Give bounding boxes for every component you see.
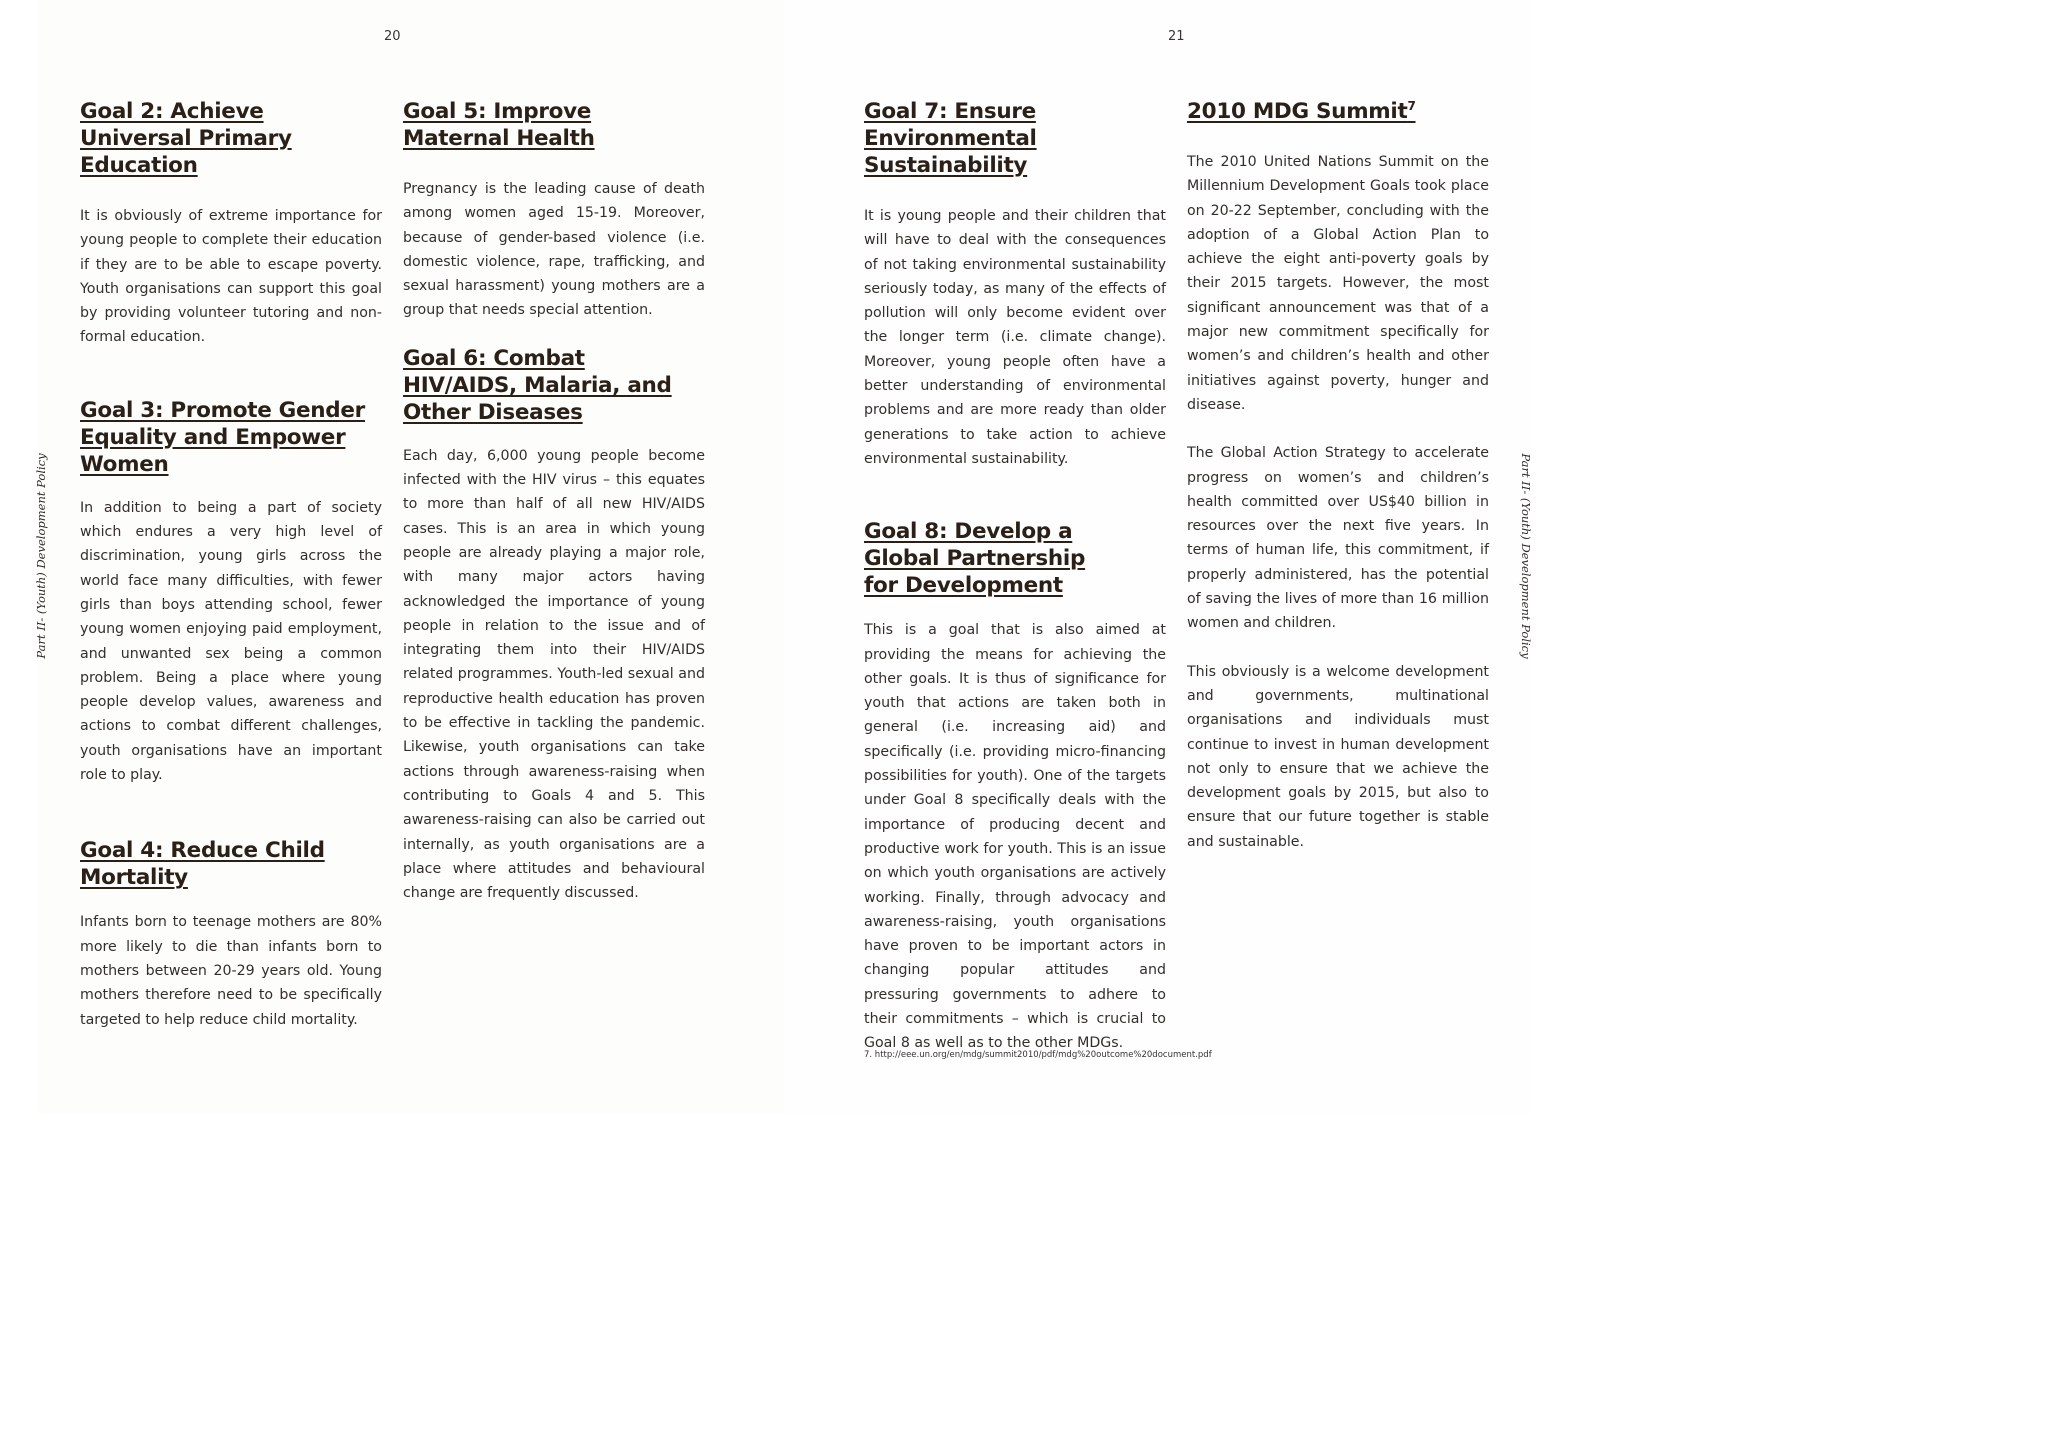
summit-paragraph-3: This obviously is a welcome development and governments, multinational organisations and individuals must continue to invest in human development not only to ensure that we achieve the development goals by 2015, but also to ensure that our future together is stable and sustainable. — [1187, 663, 1489, 850]
footnote-url[interactable]: 7. http://eee.un.org/en/mdg/summit2010/pdf/mdg%20outcome%20document.pdf — [864, 1050, 1212, 1060]
column-2 — [403, 98, 705, 905]
goal-3-heading: Goal 3: Promote Gender Equality and Empower Women — [80, 397, 365, 477]
goal-6-body: Each day, 6,000 young people become infected with the HIV virus – this equates to more than half of all new HIV/AIDS cases. This is an area in which young people are already playing a major role, with many major actors having acknowledged the importance of young people in relation to the issue and of integrating them into their HIV/AIDS related programmes. Youth-led sexual and reproductive health education has proven to be effective in tackling the pandemic. Likewise, youth organisations can take actions through awareness-raising when contributing to Goals 4 and 5. This awareness-raising can also be carried out internally, as youth organisations are a place where attitudes and behavioural change are frequently discussed. — [403, 447, 705, 902]
summit-paragraph-2: The Global Action Strategy to accelerate progress on women’s and children’s health committed over US$40 billion in resources over the next five years. In terms of human life, this commitment, if properly administered, has the potential of saving the lives of more than 16 million women and children. — [1187, 445, 1489, 632]
summit-heading-text: 2010 MDG Summit — [1187, 99, 1408, 124]
column-4 — [1187, 98, 1489, 854]
page-number-left: 20 — [384, 29, 401, 44]
goal-5-body: Pregnancy is the leading cause of death among women aged 15-19. Moreover, because of gender-based violence (i.e. domestic violence, rape, trafficking, and sexual harassment) young mothers are a group that needs special attention. — [403, 181, 705, 319]
goal-4-body: Infants born to teenage mothers are 80% more likely to die than infants born to mothers between 20-29 years old. Young mothers therefore need to be specifically targeted to help reduce child mortality. — [80, 914, 382, 1028]
summit-paragraph-1: The 2010 United Nations Summit on the Millennium Development Goals took place on 20-22 September, concluding with the adoption of a Global Action Plan to achieve the eight anti-poverty goals by their 2015 targets. However, the most significant announcement was that of a major new commitment specifically for women’s and children’s health and other initiatives against poverty, hunger and disease. — [1187, 154, 1489, 413]
goal-8-heading: Goal 8: Develop a Global Partnership for Development — [864, 519, 1086, 599]
column-3 — [864, 98, 1166, 1056]
goal-6-heading: Goal 6: Combat HIV/AIDS, Malaria, and Other Diseases — [403, 345, 672, 425]
side-label-left: Part II- (Youth) Development Policy — [34, 453, 48, 659]
goal-7-heading: Goal 7: Ensure Environmental Sustainability — [864, 99, 1037, 178]
summit-heading — [1187, 98, 1489, 125]
goal-2-heading: Goal 2: Achieve Universal Primary Education — [80, 99, 292, 178]
goal-5-heading: Goal 5: Improve Maternal Health — [403, 99, 595, 151]
page-number-right: 21 — [1168, 29, 1185, 44]
goal-8-body: This is a goal that is also aimed at providing the means for achieving the other goals. It is thus of significance for youth that actions are taken both in general (i.e. increasing aid) and specifically (i.e. providing micro-financing possibilities for youth). One of the targets under Goal 8 specifically deals with the importance of producing decent and productive work for youth. This is an issue on which youth organisations are actively working. Finally, through advocacy and awareness-raising, youth organisations have proven to be important actors in changing popular attitudes and pressuring governments to adhere to their commitments – which is crucial to Goal 8 as well as to the other MDGs. — [864, 622, 1166, 1052]
goal-2-body: It is obviously of extreme importance for young people to complete their education if they are to be able to escape poverty. Youth organisations can support this goal by providing volunteer tutoring and non-formal education. — [80, 208, 382, 346]
goal-4-heading: Goal 4: Reduce Child Mortality — [80, 838, 325, 891]
column-1 — [80, 98, 382, 1032]
footnote-mark: 7 — [1407, 98, 1416, 113]
goal-3-body: In addition to being a part of society which endures a very high level of discrimination, young girls across the world face many difficulties, with fewer girls than boys attending school, fewer young women enjoying paid employment, and unwanted sex being a common problem. Being a place where young people develop values, awareness and actions to combat different challenges, youth organisations have an important role to play. — [80, 499, 382, 784]
side-label-right: Part II- (Youth) Development Policy — [1519, 453, 1533, 659]
goal-7-body: It is young people and their children that will have to deal with the consequences of not taking environmental sustainability seriously today, as many of the effects of pollution will only become evident over the longer term (i.e. climate change). Moreover, young people often have a better understanding of environmental problems and are more ready than older generations to take action to achieve environmental sustainability. — [864, 208, 1166, 467]
